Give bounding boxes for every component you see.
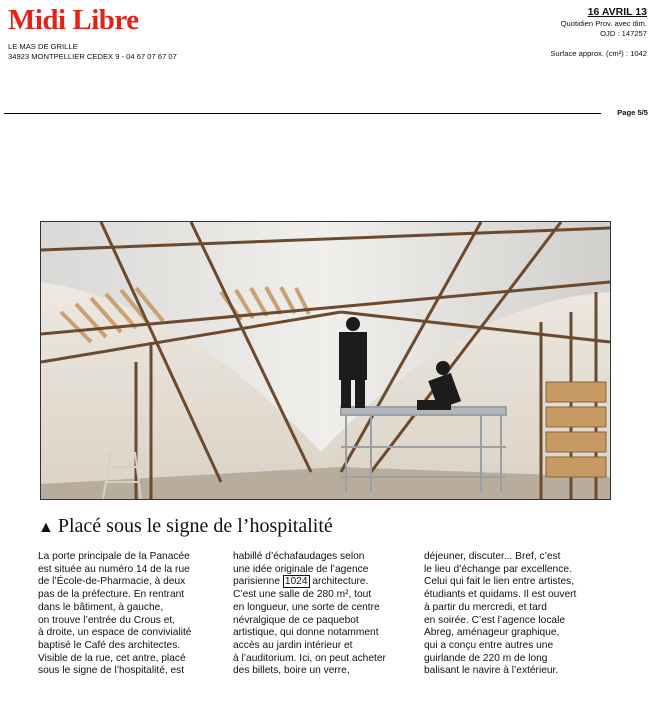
text-line: Visible de la rue, cet antre, placé (38, 652, 186, 664)
text-line: accès au jardin intérieur et (233, 639, 353, 651)
article-photo (40, 221, 611, 500)
agency-name-box: 1024 (284, 576, 308, 588)
text-line: en soirée. C’est l’agence locale (424, 614, 566, 626)
text-line: à partir du mercredi, et tard (424, 601, 547, 613)
publication-date: 16 AVRIL 13 (587, 6, 647, 18)
address-line-2: 34923 MONTPELLIER CEDEX 9 - 04 67 07 67 07 (8, 52, 177, 61)
text-line: à l’auditorium. Ici, on peut acheter (233, 652, 386, 664)
address-line-1: LE MAS DE GRILLE (8, 42, 78, 51)
text-line: La porte principale de la Panacée (38, 551, 190, 562)
page-number: Page 5/5 (617, 108, 648, 117)
text-line: en longueur, une sorte de centre (233, 601, 380, 613)
text-line: à droite, un espace de convivialité (38, 627, 192, 639)
newspaper-logo: Midi Libre (8, 4, 139, 36)
text-line: Celui qui fait le lien entre artistes, (424, 576, 575, 588)
text-line: de l’École-de-Pharmacie, à deux (38, 576, 186, 588)
text-line: est située au numéro 14 de la rue (38, 563, 190, 575)
text-line: le lieu d’échange par excellence. (424, 563, 572, 575)
publication-meta (550, 6, 647, 59)
article-column-1 (38, 551, 218, 678)
text-line: balisant le navire à l’extérieur. (424, 665, 559, 677)
text-line: habillé d’échafaudages selon (233, 551, 365, 562)
text-line: artistique, qui donne notamment (233, 627, 379, 639)
text-fragment: architecture. (309, 576, 369, 588)
text-line: Abreg, aménageur graphique, (424, 627, 560, 639)
text-line: étudiants et quidams. Il est ouvert (424, 589, 577, 601)
ojd-count: OJD : 147257 (600, 29, 647, 38)
text-line: dans le bâtiment, à gauche, (38, 601, 164, 613)
publisher-address (8, 42, 177, 62)
text-line: névralgique de ce paquebot (233, 614, 359, 626)
text-line: C’est une salle de 280 m², tout (233, 589, 372, 601)
triangle-bullet-icon: ▲ (38, 519, 54, 536)
publication-frequency: Quotidien Prov. avec dim. (560, 19, 647, 28)
text-line: guirlande de 220 m de long (424, 652, 548, 664)
text-line: baptisé le Café des architectes. (38, 639, 181, 651)
text-line: déjeuner, discuter... Bref, c’est (424, 551, 561, 562)
text-line (233, 576, 403, 589)
header-divider (4, 113, 601, 114)
text-line: qui a conçu entre autres une (424, 639, 554, 651)
text-line: des billets, boire un verre, (233, 665, 350, 677)
article-headline (38, 515, 333, 538)
text-line: une idée originale de l’agence (233, 563, 369, 575)
surface-area: Surface approx. (cm²) : 1042 (550, 49, 647, 58)
text-fragment: parisienne (233, 576, 283, 588)
article-column-2 (233, 551, 403, 678)
headline-text: Placé sous le signe de l’hospitalité (57, 515, 333, 537)
text-line: sous le signe de l’hospitalité, est (38, 665, 185, 677)
scaffolding-interior-photo (41, 222, 610, 499)
article-column-3 (424, 551, 604, 678)
text-line: pas de la préfecture. En rentrant (38, 589, 185, 601)
text-line: on trouve l’entrée du Crous et, (38, 614, 176, 626)
